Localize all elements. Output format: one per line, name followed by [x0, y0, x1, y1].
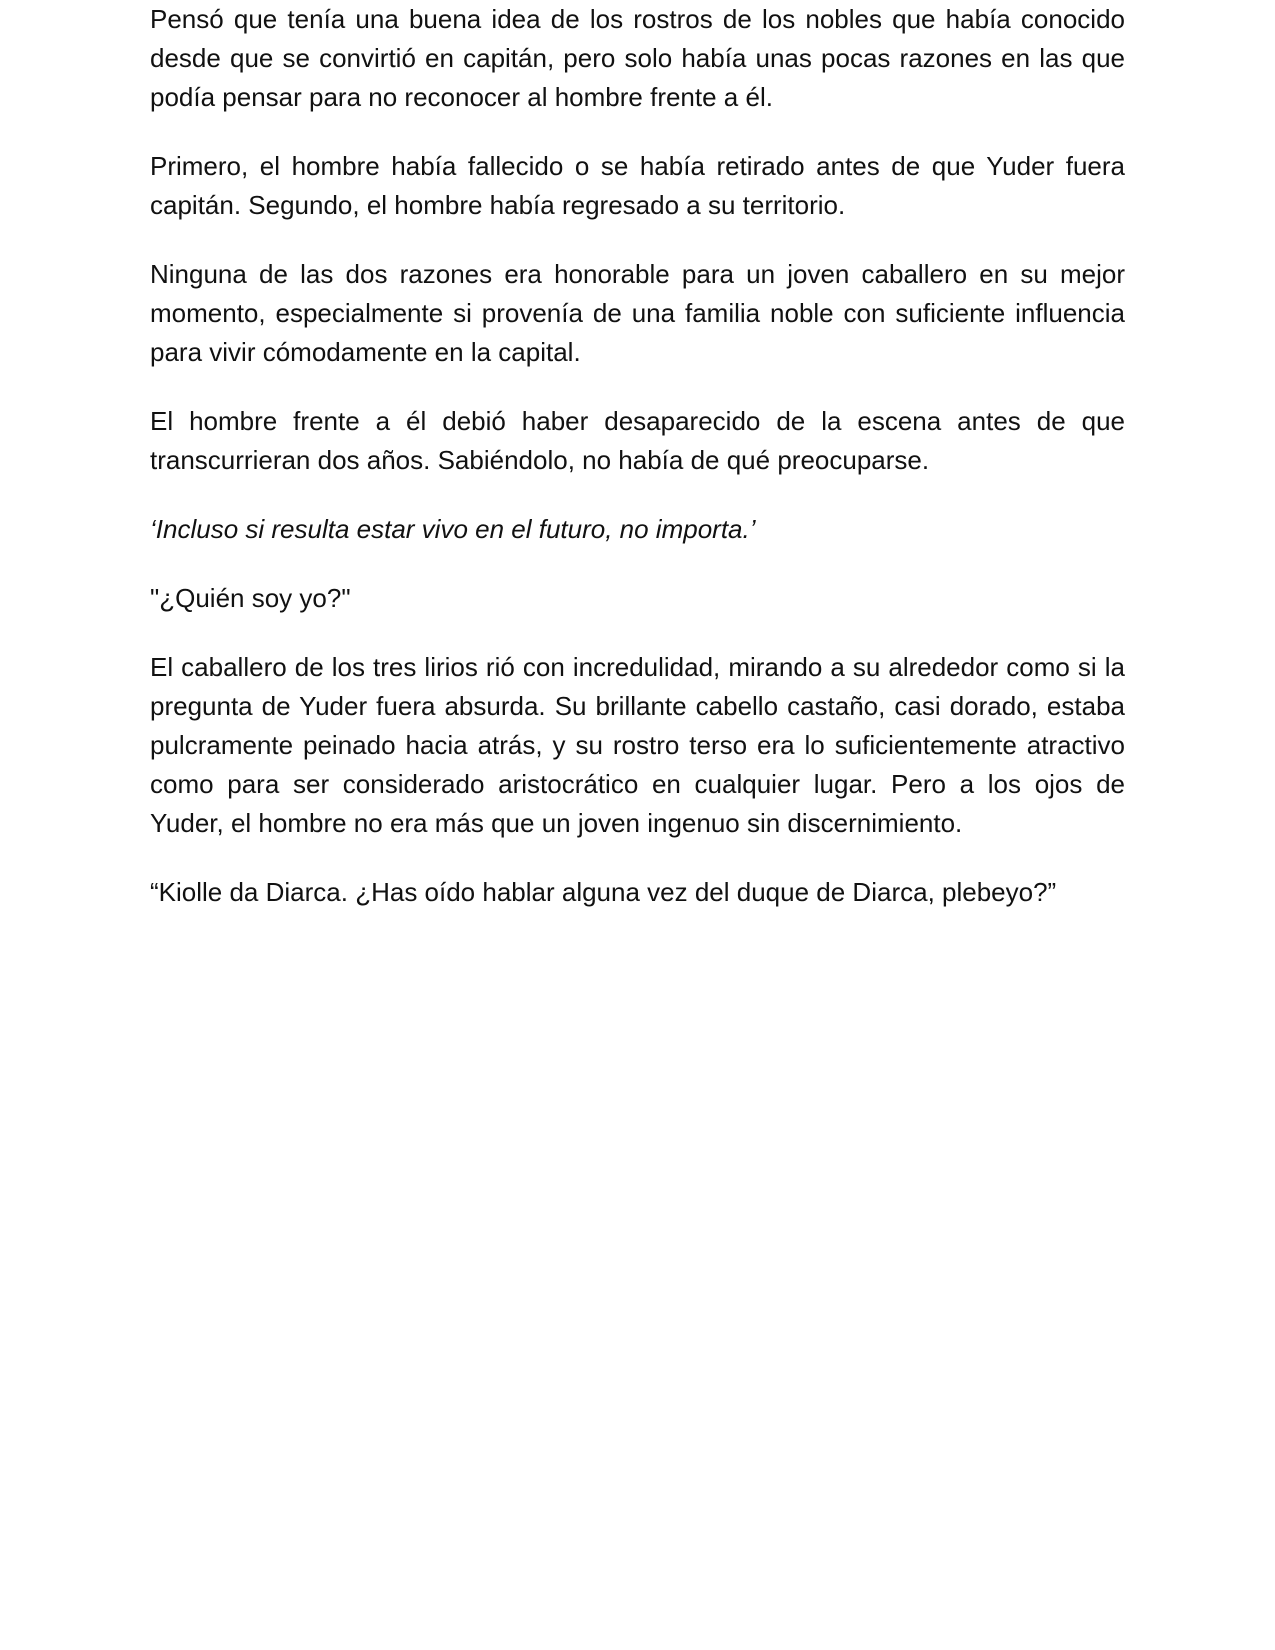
dialogue-question: "¿Quién soy yo?" — [150, 583, 351, 613]
dialogue-reply: “Kiolle da Diarca. ¿Has oído hablar alguna vez del duque de Diarca, plebeyo?” — [150, 877, 1057, 907]
paragraph-1: Pensó que tenía una buena idea de los rostros de los nobles que había conocido desde que se convirtió en capitán, pero solo había unas pocas razones en las que podía pensar para no reconocer al hombre frente a él. — [150, 4, 1125, 112]
paragraph-3: Ninguna de las dos razones era honorable para un joven caballero en su mejor momento, especialmente si provenía de una familia noble con suficiente influencia para vivir cómodamente en la capital. — [150, 259, 1125, 367]
paragraph-7: El caballero de los tres lirios rió con incredulidad, mirando a su alrededor como si la pregunta de Yuder fuera absurda. Su brillante cabello castaño, casi dorado, estaba pulcramente peinado hacia atrás, y su rostro terso era lo suficientemente atractivo como para ser considerado aristocrático en cualquier lugar. Pero a los ojos de Yuder, el hombre no era más que un joven ingenuo sin discernimiento. — [150, 652, 1125, 838]
document-page — [150, 0, 1125, 942]
paragraph-4: El hombre frente a él debió haber desaparecido de la escena antes de que transcurrieran dos años. Sabiéndolo, no había de qué preocuparse. — [150, 406, 1125, 475]
paragraph-2: Primero, el hombre había fallecido o se había retirado antes de que Yuder fuera capitán. Segundo, el hombre había regresado a su territorio. — [150, 151, 1125, 220]
inner-thought-paragraph: ‘Incluso si resulta estar vivo en el futuro, no importa.’ — [150, 514, 756, 544]
